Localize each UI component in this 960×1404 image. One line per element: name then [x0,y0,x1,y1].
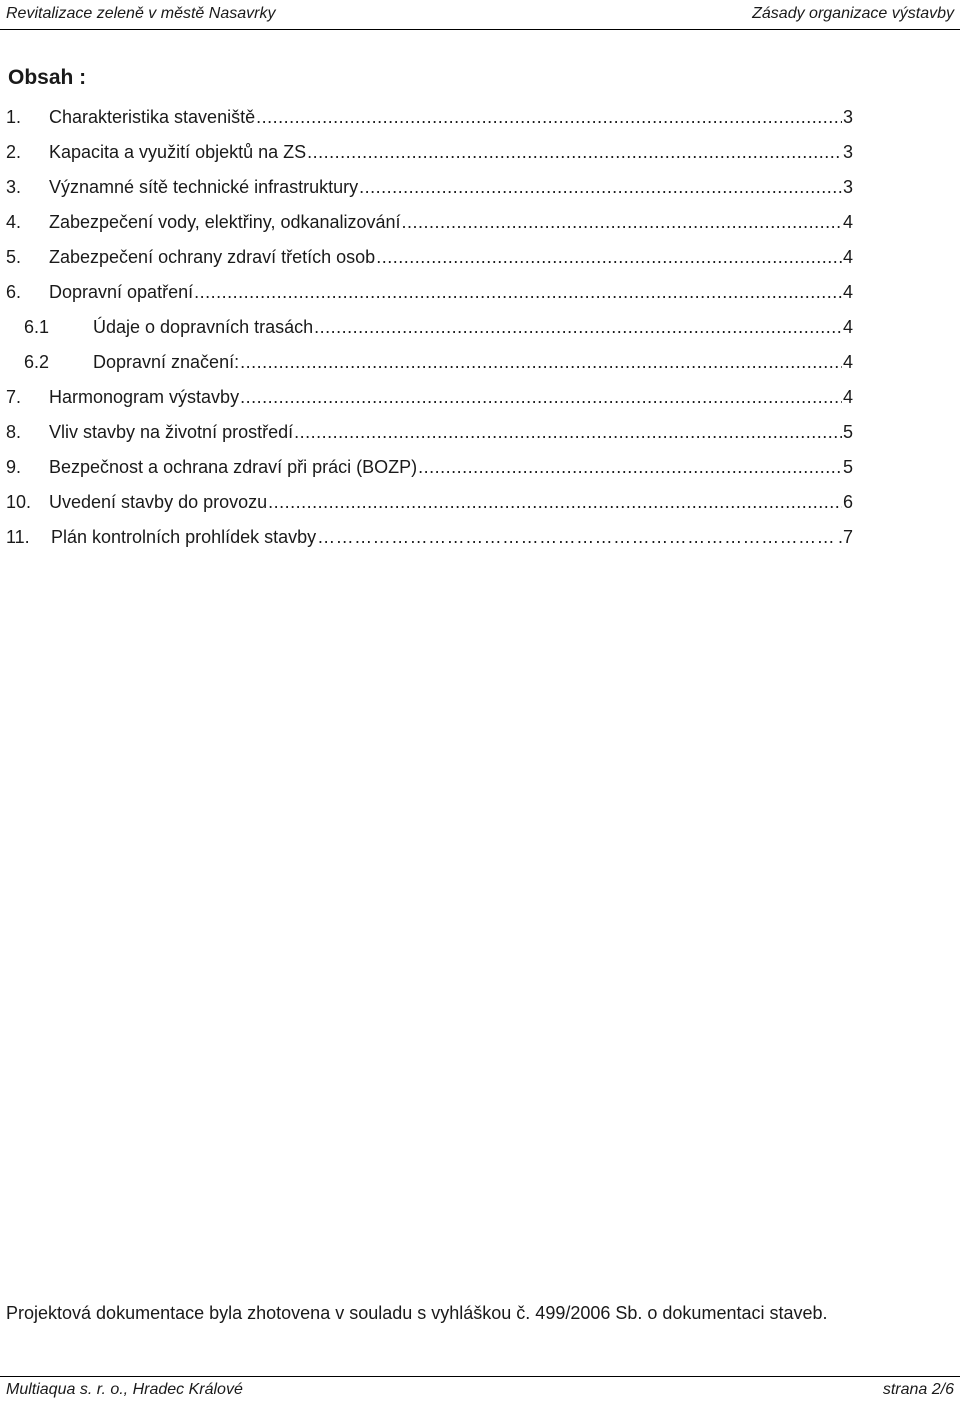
toc-item-page: 5 [842,457,853,477]
toc-item-page: 4 [842,212,853,232]
toc-heading: Obsah : [8,66,87,89]
toc-item-number: 9. [6,457,22,477]
toc-item-8[interactable] [6,415,853,450]
toc-item-number: 5. [6,247,22,267]
toc-item-7[interactable] [6,380,853,415]
toc-item-number: 11. [6,527,30,547]
toc-item-5[interactable] [6,240,853,275]
table-of-contents [6,100,853,555]
toc-dot-leader [307,135,842,170]
toc-item-10[interactable] [6,485,853,520]
toc-item-1[interactable] [6,100,853,135]
toc-item-number: 6. [6,282,22,302]
toc-item-number: 6.1 [24,317,50,337]
toc-item-11[interactable] [6,520,853,555]
toc-dot-leader [402,205,842,240]
toc-item-title: Zabezpečení ochrany zdraví třetích osob [49,247,376,267]
toc-dot-leader [376,240,842,275]
toc-item-2[interactable] [6,135,853,170]
toc-item-title: Dopravní značení: [93,352,240,372]
page-header [0,0,960,30]
toc-item-page: 3 [842,177,853,197]
toc-item-number: 2. [6,142,22,162]
toc-item-title: Dopravní opatření [49,282,194,302]
toc-item-9[interactable] [6,450,853,485]
footer-page-number: strana 2/6 [882,1381,954,1398]
toc-item-page: 4 [842,282,853,302]
footer-company: Multiaqua s. r. o., Hradec Králové [6,1381,243,1398]
toc-item-title: Harmonogram výstavby [49,387,240,407]
toc-item-page: 4 [842,247,853,267]
documentation-statement: Projektová dokumentace byla zhotovena v souladu s vyhláškou č. 499/2006 Sb. o dokumentaci staveb. [6,1303,828,1323]
toc-dot-leader [194,275,842,310]
toc-item-page: 5 [842,422,853,442]
toc-item-number: 7. [6,387,22,407]
toc-item-6-2[interactable] [6,345,853,380]
toc-item-4[interactable] [6,205,853,240]
toc-item-title: Charakteristika staveniště [49,107,256,127]
toc-dot-leader [256,100,842,135]
toc-item-number: 6.2 [24,352,50,372]
toc-dot-leader [418,450,842,485]
header-document-title: Zásady organizace výstavby [752,5,954,22]
toc-item-number: 10. [6,492,32,512]
toc-item-page: 4 [842,317,853,337]
toc-item-number: 3. [6,177,22,197]
toc-dot-leader [359,170,842,205]
toc-item-6[interactable] [6,275,853,310]
toc-item-page: 4 [842,387,853,407]
toc-item-number: 4. [6,212,22,232]
toc-item-page: 3 [842,142,853,162]
toc-item-title: Zabezpečení vody, elektřiny, odkanalizování [49,212,401,232]
toc-item-number: 1. [6,107,22,127]
toc-item-6-1[interactable] [6,310,853,345]
toc-item-title: Uvedení stavby do provozu [49,492,268,512]
toc-dot-leader [294,415,842,450]
toc-dot-leader [314,310,842,345]
header-project-title: Revitalizace zeleně v městě Nasavrky [6,5,276,22]
toc-item-title: Údaje o dopravních trasách [93,317,314,337]
toc-item-page: .7 [837,527,853,547]
toc-item-3[interactable] [6,170,853,205]
toc-item-title: Významné sítě technické infrastruktury [49,177,359,197]
toc-item-page: 3 [842,107,853,127]
page-footer [0,1376,960,1404]
toc-item-number: 8. [6,422,22,442]
toc-dash-leader [317,520,837,555]
toc-dot-leader [268,485,842,520]
toc-item-title: Vliv stavby na životní prostředí [49,422,294,442]
toc-dot-leader [240,345,842,380]
toc-item-title: Bezpečnost a ochrana zdraví při práci (BOZP) [49,457,418,477]
toc-item-title: Plán kontrolních prohlídek stavby [51,527,317,547]
toc-item-page: 4 [842,352,853,372]
toc-item-page: 6 [842,492,853,512]
toc-dot-leader [240,380,842,415]
toc-item-title: Kapacita a využití objektů na ZS [49,142,307,162]
